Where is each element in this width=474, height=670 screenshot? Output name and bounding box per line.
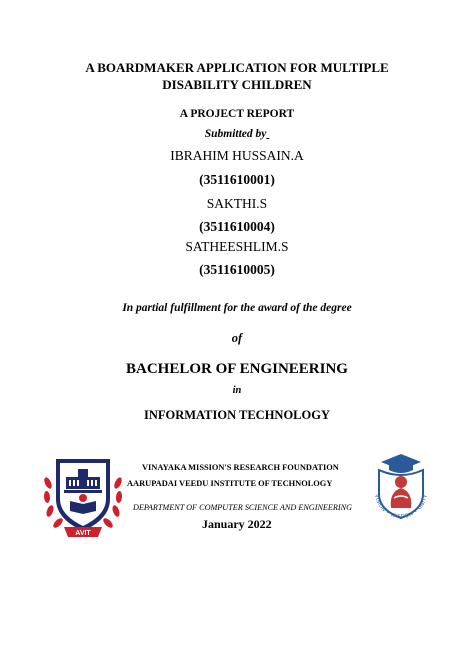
- submitted-by: [0, 128, 474, 140]
- title-line-2: DISABILITY CHILDREN: [162, 77, 312, 92]
- university-seal-logo: [367, 448, 435, 526]
- foundation-name: VINAYAKA MISSION'S RESEARCH FOUNDATION: [142, 463, 339, 472]
- avit-logo-text: AVIT: [75, 530, 91, 537]
- student-name-1: IBRAHIM HUSSAIN.A: [170, 148, 304, 163]
- report-date: January 2022: [202, 517, 272, 531]
- avit-shield-logo: [42, 453, 124, 541]
- student-roll-3: (3511610005): [199, 262, 275, 277]
- institute-name: AARUPADAI VEEDU INSTITUTE OF TECHNOLOGY: [127, 479, 333, 488]
- submitted-by-text: Submitted by: [204, 128, 267, 140]
- degree-title: BACHELOR OF ENGINEERING: [126, 361, 348, 377]
- department-name: DEPARTMENT OF COMPUTER SCIENCE AND ENGINEERING: [133, 503, 353, 512]
- of-text: of: [231, 331, 243, 345]
- report-label: A PROJECT REPORT: [179, 108, 295, 120]
- field-title: INFORMATION TECHNOLOGY: [143, 408, 330, 422]
- title-line-1: A BOARDMAKER APPLICATION FOR MULTIPLE: [85, 60, 389, 75]
- student-roll-1: (3511610001): [199, 172, 275, 187]
- student-name-2: SAKTHI.S: [206, 196, 268, 211]
- in-text: in: [232, 385, 242, 396]
- student-name-3: SATHEESHLIM.S: [185, 239, 289, 254]
- seal-motto-text: VISION • WISDOM • UNITY: [373, 493, 429, 521]
- student-roll-2: (3511610004): [199, 219, 275, 234]
- partial-fulfillment-text: In partial fulfillment for the award of the degree: [122, 302, 352, 314]
